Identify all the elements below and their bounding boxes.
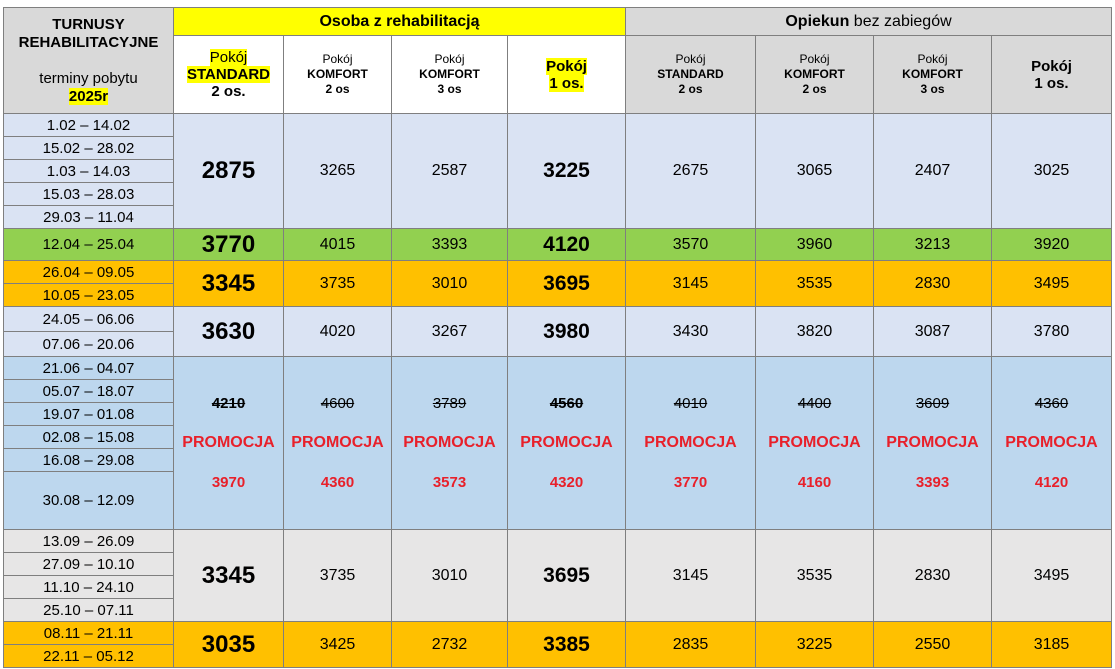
promo-price: 3573 — [432, 474, 467, 491]
price-cell: 2407 — [874, 114, 992, 229]
price-cell: 3570 — [626, 229, 756, 261]
price-cell: 3920 — [992, 229, 1112, 261]
term-date: 27.09 – 10.10 — [4, 553, 174, 576]
old-price: 4560 — [549, 395, 584, 412]
col-header-c: 3 os — [437, 82, 462, 96]
table-row — [4, 530, 1112, 553]
price-cell: 3225 — [508, 114, 626, 229]
table-row — [4, 622, 1112, 645]
price-table — [3, 7, 1112, 668]
col-header-caregiver-komfort-2 — [756, 36, 874, 114]
corner-title-line1: TURNUSY — [52, 15, 125, 33]
col-header-komfort-2 — [284, 36, 392, 114]
promo-price: 4160 — [797, 474, 832, 491]
price-cell: 4020 — [284, 307, 392, 357]
col-header-single — [508, 36, 626, 114]
col-header-b: KOMFORT — [419, 67, 480, 81]
corner-subtitle: terminy pobytu — [39, 69, 138, 87]
term-date: 07.06 – 20.06 — [4, 332, 174, 357]
price-cell: 3960 — [756, 229, 874, 261]
term-date: 19.07 – 01.08 — [4, 403, 174, 426]
term-date: 25.10 – 07.11 — [4, 599, 174, 622]
price-cell: 4015 — [284, 229, 392, 261]
promo-label: PROMOCJA — [520, 434, 613, 451]
term-date: 26.04 – 09.05 — [4, 261, 174, 284]
col-header-a: Pokój — [546, 57, 587, 75]
term-date: 15.03 – 28.03 — [4, 183, 174, 206]
price-cell: 3393 — [392, 229, 508, 261]
col-header-c: 2 os — [802, 82, 827, 96]
promo-label: PROMOCJA — [768, 434, 861, 451]
price-cell: 3145 — [626, 530, 756, 622]
term-date: 21.06 – 04.07 — [4, 357, 174, 380]
col-header-a: Pokój — [675, 52, 706, 66]
col-header-a: Pokój — [917, 52, 948, 66]
term-date: 10.05 – 23.05 — [4, 284, 174, 307]
promo-price: 4120 — [1034, 474, 1069, 491]
promo-label: PROMOCJA — [1005, 434, 1098, 451]
price-cell: 3535 — [756, 261, 874, 307]
price-cell: 3425 — [284, 622, 392, 668]
price-cell: 3385 — [508, 622, 626, 668]
col-header-b: KOMFORT — [307, 67, 368, 81]
price-cell: 3495 — [992, 530, 1112, 622]
promo-label: PROMOCJA — [886, 434, 979, 451]
term-date: 15.02 – 28.02 — [4, 137, 174, 160]
col-header-c: 2 os — [678, 82, 703, 96]
term-date: 08.11 – 21.11 — [4, 622, 174, 645]
col-header-b: KOMFORT — [784, 67, 845, 81]
group-header-caregiver — [626, 8, 1112, 36]
price-cell: 3495 — [992, 261, 1112, 307]
old-price: 4360 — [1034, 395, 1069, 412]
caregiver-rest: bez zabiegów — [849, 12, 952, 30]
price-cell: 3980 — [508, 307, 626, 357]
price-cell: 3735 — [284, 261, 392, 307]
term-date: 29.03 – 11.04 — [4, 206, 174, 229]
price-cell: 2830 — [874, 530, 992, 622]
price-cell: 3430 — [626, 307, 756, 357]
price-cell: 3535 — [756, 530, 874, 622]
old-price: 3609 — [915, 395, 950, 412]
price-cell-promo — [626, 357, 756, 530]
promo-label: PROMOCJA — [182, 434, 275, 451]
price-cell-promo — [174, 357, 284, 530]
old-price: 4210 — [211, 395, 246, 412]
price-cell: 3735 — [284, 530, 392, 622]
price-cell: 2835 — [626, 622, 756, 668]
caregiver-label: Opiekun — [785, 12, 850, 30]
price-cell: 3820 — [756, 307, 874, 357]
col-header-komfort-3 — [392, 36, 508, 114]
col-header-a: Pokój — [1031, 57, 1072, 75]
price-cell: 3265 — [284, 114, 392, 229]
term-date: 1.02 – 14.02 — [4, 114, 174, 137]
col-header-a: Pokój — [799, 52, 830, 66]
table-row — [4, 357, 1112, 380]
old-price: 4400 — [797, 395, 832, 412]
price-cell: 2830 — [874, 261, 992, 307]
col-header-b: STANDARD — [186, 66, 271, 83]
old-price: 3789 — [432, 395, 467, 412]
price-cell: 2875 — [174, 114, 284, 229]
term-date: 1.03 – 14.03 — [4, 160, 174, 183]
price-cell-promo — [992, 357, 1112, 530]
term-date: 12.04 – 25.04 — [4, 229, 174, 261]
price-cell: 3010 — [392, 261, 508, 307]
col-header-c: 2 os — [325, 82, 350, 96]
price-cell: 3345 — [174, 261, 284, 307]
corner-header — [4, 8, 174, 114]
price-cell: 2732 — [392, 622, 508, 668]
promo-price: 3970 — [211, 474, 246, 491]
price-cell: 3780 — [992, 307, 1112, 357]
col-header-caregiver-single — [992, 36, 1112, 114]
col-header-a: Pokój — [434, 52, 465, 66]
col-header-a: Pokój — [209, 49, 248, 66]
price-cell-promo — [392, 357, 508, 530]
term-date: 13.09 – 26.09 — [4, 530, 174, 553]
promo-price: 4360 — [320, 474, 355, 491]
price-cell-promo — [508, 357, 626, 530]
term-date: 02.08 – 15.08 — [4, 426, 174, 449]
col-header-standard-2 — [174, 36, 284, 114]
promo-label: PROMOCJA — [291, 434, 384, 451]
col-header-c: 2 os. — [211, 83, 246, 100]
price-rows — [4, 114, 1112, 668]
price-cell-promo — [874, 357, 992, 530]
price-cell: 3145 — [626, 261, 756, 307]
price-cell: 3185 — [992, 622, 1112, 668]
promo-label: PROMOCJA — [403, 434, 496, 451]
col-header-caregiver-komfort-3 — [874, 36, 992, 114]
term-date: 30.08 – 12.09 — [4, 472, 174, 530]
price-cell: 3695 — [508, 530, 626, 622]
table-row — [4, 229, 1112, 261]
col-header-a: Pokój — [322, 52, 353, 66]
corner-year: 2025r — [68, 87, 109, 105]
price-cell: 3630 — [174, 307, 284, 357]
table-row — [4, 114, 1112, 137]
col-header-b: 1 os. — [549, 74, 584, 92]
promo-price: 4320 — [549, 474, 584, 491]
promo-price: 3770 — [673, 474, 708, 491]
price-cell: 3267 — [392, 307, 508, 357]
price-cell: 2675 — [626, 114, 756, 229]
price-cell: 3770 — [174, 229, 284, 261]
promo-price: 3393 — [915, 474, 950, 491]
term-date: 05.07 – 18.07 — [4, 380, 174, 403]
price-cell: 3035 — [174, 622, 284, 668]
table-row — [4, 261, 1112, 284]
price-cell: 3345 — [174, 530, 284, 622]
term-date: 22.11 – 05.12 — [4, 645, 174, 668]
price-cell: 3010 — [392, 530, 508, 622]
price-cell-promo — [756, 357, 874, 530]
old-price: 4600 — [320, 395, 355, 412]
price-cell: 3065 — [756, 114, 874, 229]
col-header-b: 1 os. — [1034, 74, 1069, 92]
col-header-c: 3 os — [920, 82, 945, 96]
group-header-rehab: Osoba z rehabilitacją — [174, 8, 626, 36]
term-date: 24.05 – 06.06 — [4, 307, 174, 332]
term-date: 11.10 – 24.10 — [4, 576, 174, 599]
col-header-b: STANDARD — [657, 67, 724, 81]
corner-title-line2: REHABILITACYJNE — [18, 33, 159, 51]
price-cell: 3213 — [874, 229, 992, 261]
table-row — [4, 307, 1112, 332]
price-cell-promo — [284, 357, 392, 530]
price-cell: 2550 — [874, 622, 992, 668]
price-cell: 2587 — [392, 114, 508, 229]
price-cell: 4120 — [508, 229, 626, 261]
price-cell: 3225 — [756, 622, 874, 668]
col-header-b: KOMFORT — [902, 67, 963, 81]
promo-label: PROMOCJA — [644, 434, 737, 451]
price-cell: 3695 — [508, 261, 626, 307]
old-price: 4010 — [673, 395, 708, 412]
col-header-caregiver-standard-2 — [626, 36, 756, 114]
term-date: 16.08 – 29.08 — [4, 449, 174, 472]
price-cell: 3025 — [992, 114, 1112, 229]
price-cell: 3087 — [874, 307, 992, 357]
